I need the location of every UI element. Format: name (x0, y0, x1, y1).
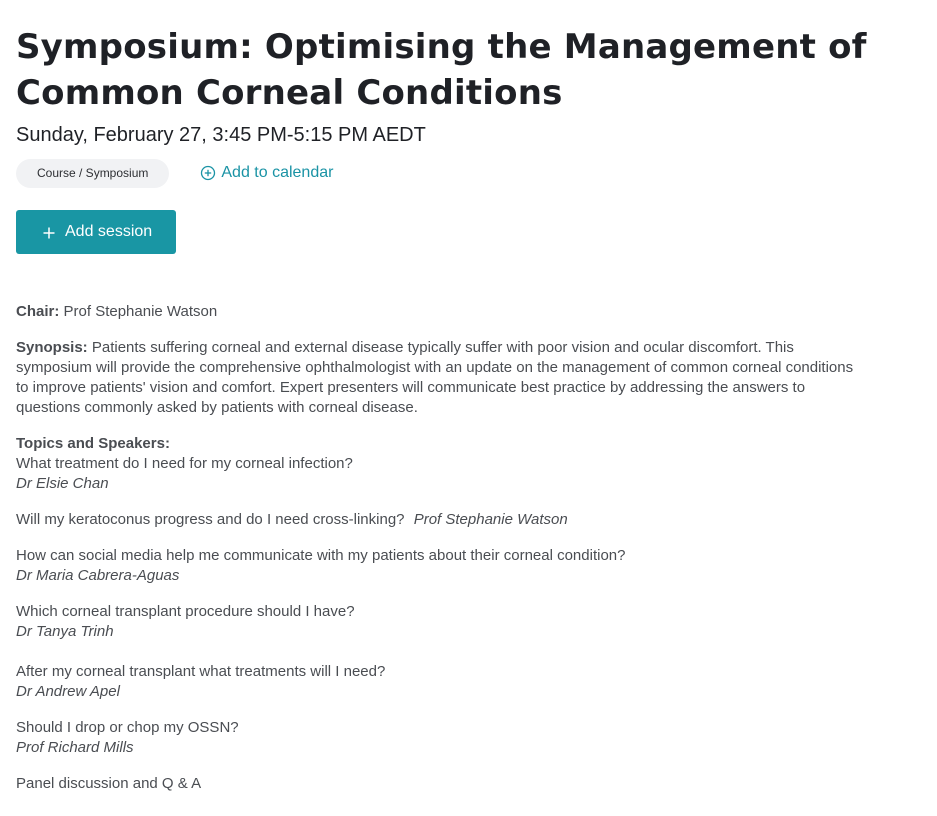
page-title: Symposium: Optimising the Management of Common Corneal Conditions (16, 27, 867, 113)
topic-item (16, 602, 866, 642)
category-badge: Course / Symposium (16, 159, 169, 188)
add-to-calendar-label: Add to calendar (221, 164, 334, 181)
topic-speaker: Dr Elsie Chan (16, 475, 109, 492)
topic-question: How can social media help me communicate with my patients about their corneal condition? (16, 547, 626, 564)
plus-icon (43, 226, 55, 238)
synopsis (16, 338, 866, 418)
topic-question: After my corneal transplant what treatments will I need? (16, 663, 386, 680)
topic-question: What treatment do I need for my corneal infection? (16, 455, 353, 472)
topic-question: Which corneal transplant procedure should I have? (16, 603, 355, 620)
event-meta-row (16, 158, 896, 188)
event-datetime: Sunday, February 27, 3:45 PM-5:15 PM AEDT (16, 124, 426, 146)
topic-item (16, 718, 866, 758)
add-session-label: Add session (65, 223, 153, 240)
event-description (16, 302, 866, 794)
topic-speaker: Prof Richard Mills (16, 739, 134, 756)
topics-label: Topics and Speakers: (16, 435, 170, 452)
synopsis-text: Patients suffering corneal and external disease typically suffer with poor vision and ocular discomfort. This symposium will provide the comprehensive ophthalmologist with an update on the management of common corneal conditions to improve patients' vision and comfort. Expert presenters will communicate best practice by addressing the answers to questions commonly asked by patients with corneal disease. (16, 339, 854, 416)
topic-speaker: Dr Maria Cabrera-Aguas (16, 567, 180, 584)
event-detail (16, 24, 896, 810)
topic-question: Panel discussion and Q & A (16, 775, 202, 792)
topic-speaker: Dr Andrew Apel (16, 683, 120, 700)
topics-heading (16, 434, 866, 454)
topic-speaker: Dr Tanya Trinh (16, 623, 114, 640)
topic-item (16, 546, 866, 586)
topic-item (16, 774, 866, 794)
topic-question: Should I drop or chop my OSSN? (16, 719, 239, 736)
synopsis-label: Synopsis: (16, 339, 88, 356)
topic-item (16, 454, 866, 494)
add-to-calendar-link[interactable] (200, 164, 333, 182)
topic-item (16, 510, 866, 530)
add-session-button[interactable] (16, 210, 176, 254)
plus-circle-icon (200, 165, 216, 181)
chair-name: Prof Stephanie Watson (63, 303, 218, 320)
chair-label: Chair: (16, 303, 60, 320)
topic-item (16, 662, 866, 702)
topic-speaker: Prof Stephanie Watson (413, 511, 568, 528)
chair-line (16, 302, 866, 322)
topic-question: Will my keratoconus progress and do I need cross-linking? (16, 511, 405, 528)
